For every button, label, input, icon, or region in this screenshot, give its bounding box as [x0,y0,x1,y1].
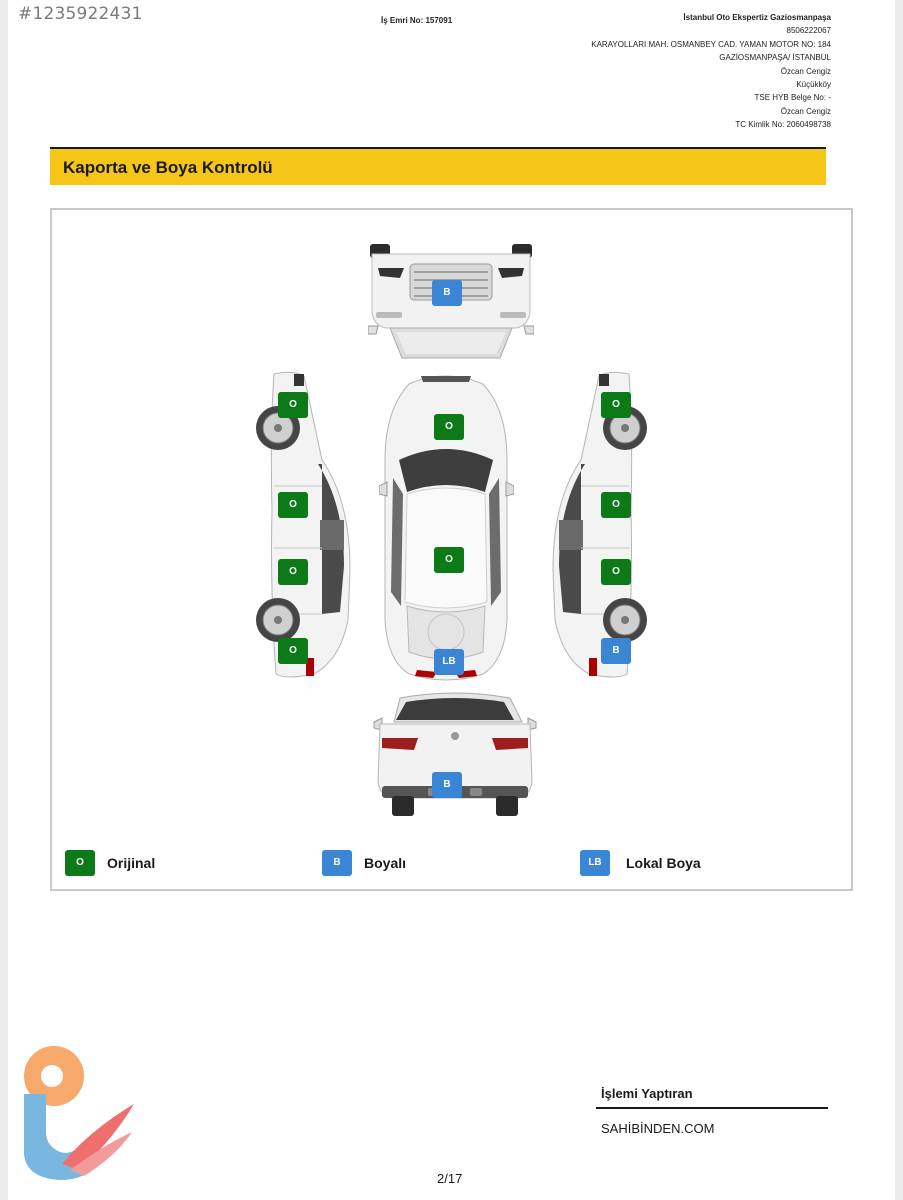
watermark-logo [18,1046,138,1182]
rear-bumper-badge: B [432,772,462,798]
company-address: KARAYOLLARI MAH. OSMANBEY CAD. YAMAN MOTOR NO: 184 [591,39,831,49]
roof-badge: O [434,547,464,573]
company-city: GAZİOSMANPAŞA/ İSTANBUL [719,53,831,63]
left-front-door-badge: O [278,492,308,518]
right-rear-door-badge: O [601,559,631,585]
legend-original-swatch: O [65,850,95,876]
company-name: İstanbul Oto Ekspertiz Gaziosmanpaşa [683,13,831,22]
hood-badge: O [434,414,464,440]
legend-painted-label: Boyalı [364,855,407,871]
listing-id: #1235922431 [18,4,143,24]
legend-local-paint-label: Lokal Boya [626,855,701,871]
company-phone: 8506222067 [786,26,831,36]
legend-original-label: Orijinal [107,855,156,871]
signature-line [596,1107,828,1109]
car-rear-view [372,692,538,818]
front-bumper-badge: B [432,280,462,306]
right-front-fender-badge: O [601,392,631,418]
company-contact: Özcan Cengiz [780,66,831,76]
order-number: İş Emri No: 157091 [381,16,453,25]
legend-painted-swatch: B [322,850,352,876]
signer-name: SAHİBİNDEN.COM [601,1121,715,1136]
left-front-fender-badge: O [278,392,308,418]
legend-local-paint-swatch: LB [580,850,610,876]
right-rear-fender-badge: B [601,638,631,664]
section-title: Kaporta ve Boya Kontrolü [50,147,826,185]
company-expert: Özcan Cengiz [780,106,831,116]
left-rear-fender-badge: O [278,638,308,664]
paint-diagram [50,208,853,891]
trunk-badge: LB [434,649,464,675]
right-front-door-badge: O [601,492,631,518]
company-info [511,11,831,132]
car-right-side-view [549,370,647,682]
company-district: Küçükköy [796,80,831,90]
company-tse-no: TSE HYB Belge No: - [754,93,831,103]
signer-title: İşlemi Yaptıran [601,1086,693,1101]
company-tc-no: TC Kimlik No: 2060498738 [735,120,831,130]
left-rear-door-badge: O [278,559,308,585]
page-number: 2/17 [437,1171,463,1186]
